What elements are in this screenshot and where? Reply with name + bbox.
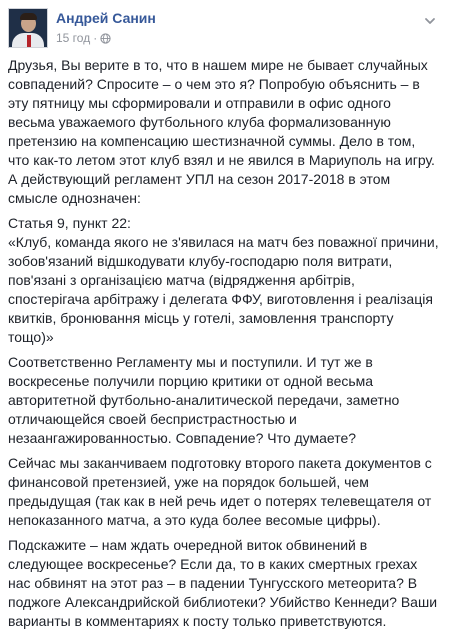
quote-block xyxy=(8,214,439,347)
post-paragraph xyxy=(8,536,439,631)
quote-heading: Статья 9, пункт 22: xyxy=(8,215,131,231)
post-paragraph xyxy=(8,454,439,530)
post-timestamp[interactable]: 15 год xyxy=(56,31,91,45)
avatar-hair xyxy=(20,13,37,20)
globe-icon xyxy=(100,33,111,44)
post-meta xyxy=(56,31,111,45)
paragraph-text: Подскажите – нам ждать очередной виток обвинений в следующее воскресенье? Если да, то в каких смертных грехах нас обвинят на этот раз – в падении Тунгусского метеорита? В поджоге Александрийской библиотеки? Убийство Кеннеди? Ваши варианты в комментариях к посту только приветствуются. xyxy=(8,537,438,629)
paragraph-text: Соответственно Регламенту мы и поступили. И тут же в воскресенье получили порцию критики от одной весьма авторитетной футбольно-аналитической передачи, заметно отличающейся своей беспристрастностью и незаангажированностью. Совпадение? Что думаете? xyxy=(8,354,400,446)
meta-separator: · xyxy=(93,31,98,45)
paragraph-text: Друзья, Вы верите в то, что в нашем мире не бывает случайных совпадений? Спросите – о чем это я? Попробую объяснить – в эту пятницу мы сформировали и отправили в офис одного весьма уважаемого футбольного клуба формализованную претензию на компенсацию шестизначной суммы. Дело в том, что как-то летом этот клуб взял и не явился в Мариуполь на игру. А действующий регламент УПЛ на сезон 2017-2018 в этом смысле однозначен: xyxy=(8,57,435,206)
avatar[interactable] xyxy=(8,8,48,48)
quote-text: «Клуб, команда якого не з'явилася на матч без поважної причини, зобов'язаний відшкодувати клубу-господарю поля витрати, пов'язані з організацією матча (відрядження арбітрів, спостерігача арбітражу і делегата ФФУ, виготовлення і реалізація квитків, бронювання місць у готелі, замовлення транспорту тощо)» xyxy=(8,234,439,345)
chevron-down-icon[interactable] xyxy=(423,14,437,28)
avatar-tie xyxy=(27,35,31,47)
paragraph-text: Сейчас мы заканчиваем подготовку второго пакета документов с финансовой претензией, уже на порядок большей, чем предыдущая (так как в ней речь идет о потерях телевещателя от непоказанного матча, а это куда более весомые цифры). xyxy=(8,455,432,528)
post-body xyxy=(8,56,439,631)
post-header xyxy=(8,4,439,54)
author-name[interactable]: Андрей Санин xyxy=(56,10,156,26)
post-paragraph xyxy=(8,353,439,448)
post-paragraph xyxy=(8,56,439,208)
